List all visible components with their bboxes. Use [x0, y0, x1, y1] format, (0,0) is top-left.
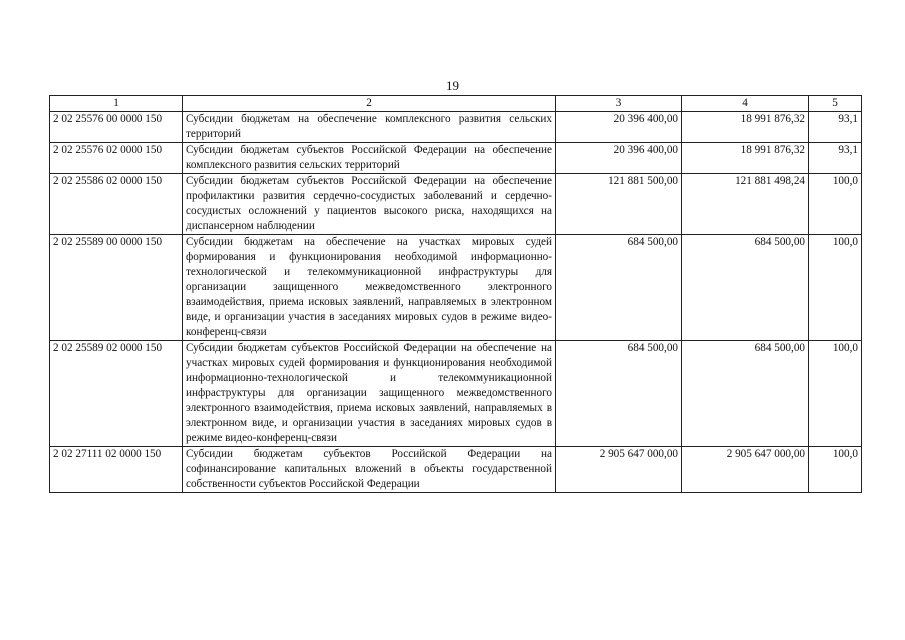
- budget-table: [49, 95, 862, 493]
- execution-percent: 100,0: [809, 341, 862, 447]
- table-row: [50, 341, 862, 447]
- budget-code: 2 02 27111 02 0000 150: [50, 447, 183, 493]
- income-name: Субсидии бюджетам на обеспечение комплексного развития сельских территорий: [183, 112, 556, 143]
- budget-code: 2 02 25589 00 0000 150: [50, 235, 183, 341]
- budget-code: 2 02 25576 00 0000 150: [50, 112, 183, 143]
- income-name: Субсидии бюджетам субъектов Российской Федерации на обеспечение на участках мировых судей формирования и функционирования необходимой информационно-технологической и телекоммуникационной инфраструктуры для организации защищенного межведомственного электронного взаимодействия, приема исковых заявлений, направляемых в электронном виде, и организации участия в заседаниях мировых судов в режиме видео-конференц-связи: [183, 341, 556, 447]
- executed-amount: 121 881 498,24: [682, 174, 809, 235]
- executed-amount: 684 500,00: [682, 341, 809, 447]
- table-row: [50, 174, 862, 235]
- execution-percent: 100,0: [809, 235, 862, 341]
- header-row: [50, 96, 862, 112]
- planned-amount: 684 500,00: [556, 341, 682, 447]
- execution-percent: 100,0: [809, 174, 862, 235]
- header-col-5: 5: [809, 96, 862, 112]
- income-name: Субсидии бюджетам субъектов Российской Федерации на обеспечение комплексного развития сельских территорий: [183, 143, 556, 174]
- header-col-2: 2: [183, 96, 556, 112]
- executed-amount: 684 500,00: [682, 235, 809, 341]
- page-number: 19: [446, 78, 459, 93]
- executed-amount: 18 991 876,32: [682, 143, 809, 174]
- table-row: [50, 143, 862, 174]
- budget-code: 2 02 25589 02 0000 150: [50, 341, 183, 447]
- table-row: [50, 112, 862, 143]
- header-col-3: 3: [556, 96, 682, 112]
- budget-code: 2 02 25576 02 0000 150: [50, 143, 183, 174]
- executed-amount: 2 905 647 000,00: [682, 447, 809, 493]
- execution-percent: 100,0: [809, 447, 862, 493]
- header-col-1: 1: [50, 96, 183, 112]
- budget-code: 2 02 25586 02 0000 150: [50, 174, 183, 235]
- planned-amount: 684 500,00: [556, 235, 682, 341]
- income-name: Субсидии бюджетам субъектов Российской Федерации на обеспечение профилактики развития сердечно-сосудистых заболеваний и сердечно-сосудистых осложнений у пациентов высокого риска, находящихся на диспансерном наблюдении: [183, 174, 556, 235]
- table-row: [50, 447, 862, 493]
- execution-percent: 93,1: [809, 112, 862, 143]
- executed-amount: 18 991 876,32: [682, 112, 809, 143]
- header-col-4: 4: [682, 96, 809, 112]
- planned-amount: 121 881 500,00: [556, 174, 682, 235]
- planned-amount: 2 905 647 000,00: [556, 447, 682, 493]
- income-name: Субсидии бюджетам субъектов Российской Федерации на софинансирование капитальных вложений в объекты государственной собственности субъектов Российской Федерации: [183, 447, 556, 493]
- income-name: Субсидии бюджетам на обеспечение на участках мировых судей формирования и функционирования необходимой информационно-технологической и телекоммуникационной инфраструктуры для организации защищенного межведомственного электронного взаимодействия, приема исковых заявлений, направляемых в электронном виде, и организации участия в заседаниях мировых судов в режиме видео-конференц-связи: [183, 235, 556, 341]
- table-row: [50, 235, 862, 341]
- execution-percent: 93,1: [809, 143, 862, 174]
- planned-amount: 20 396 400,00: [556, 143, 682, 174]
- planned-amount: 20 396 400,00: [556, 112, 682, 143]
